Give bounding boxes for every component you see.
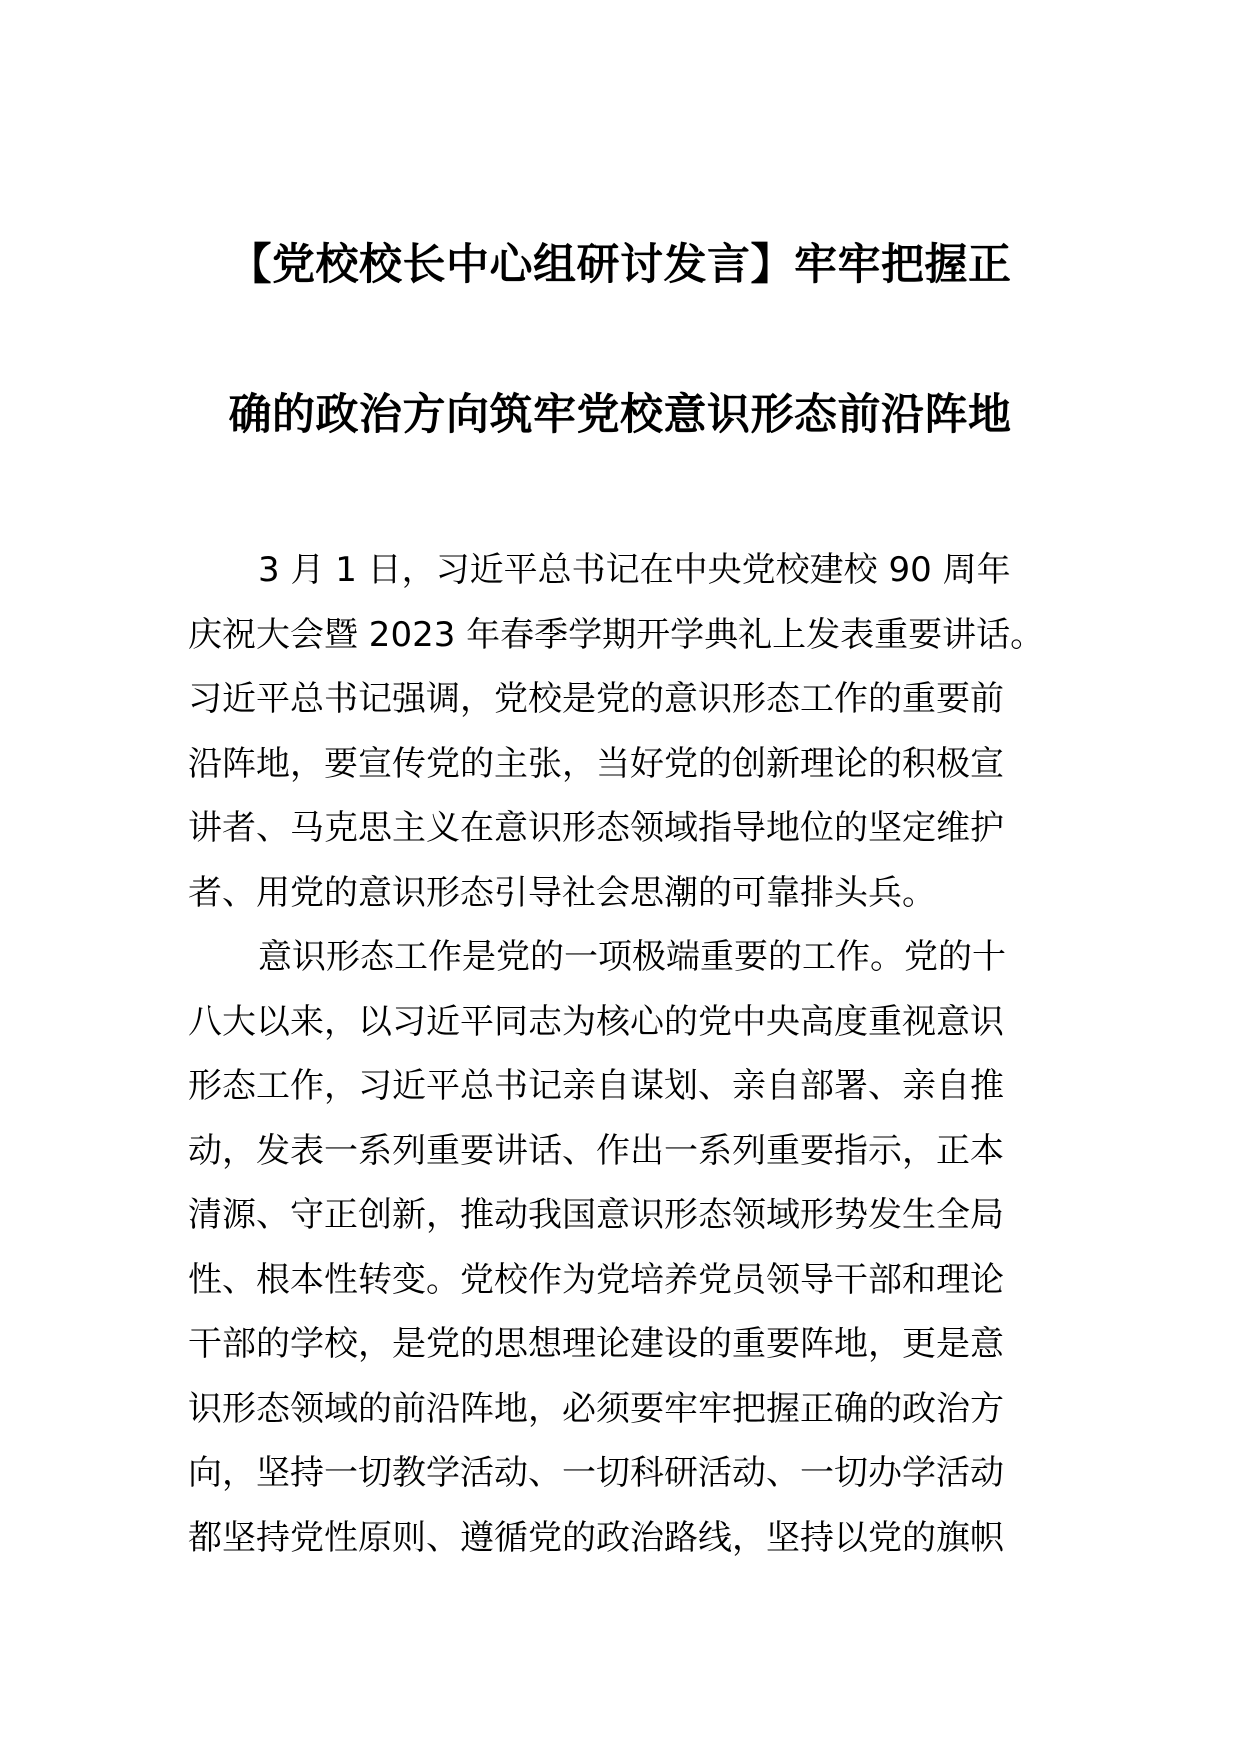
paragraph-line: 者、用党的意识形态引导社会思潮的可靠排头兵。 bbox=[188, 872, 936, 913]
paragraph-line: 性、根本性转变。党校作为党培养党员领导干部和理论 bbox=[188, 1259, 1004, 1300]
paragraph-line: 3 月 1 日，习近平总书记在中央党校建校 90 周年 bbox=[258, 550, 1011, 590]
paragraph-line: 都坚持党性原则、遵循党的政治路线，坚持以党的旗帜 bbox=[188, 1517, 1004, 1558]
paragraph-2 bbox=[188, 925, 1058, 1570]
document-body bbox=[188, 538, 1058, 1570]
paragraph-line: 庆祝大会暨 2023 年春季学期开学典礼上发表重要讲话。 bbox=[188, 614, 1045, 655]
paragraph-line: 识形态领域的前沿阵地，必须要牢牢把握正确的政治方 bbox=[188, 1388, 1004, 1429]
paragraph-line: 沿阵地，要宣传党的主张，当好党的创新理论的积极宣 bbox=[188, 743, 1004, 784]
paragraph-line: 动，发表一系列重要讲话、作出一系列重要指示，正本 bbox=[188, 1130, 1004, 1171]
title-line: 确的政治方向筑牢党校意识形态前沿阵地 bbox=[228, 390, 1012, 440]
document-title bbox=[150, 190, 1090, 490]
paragraph-line: 清源、守正创新，推动我国意识形态领域形势发生全局 bbox=[188, 1195, 1004, 1235]
title-line: 【党校校长中心组研讨发言】牢牢把握正 bbox=[228, 240, 1012, 290]
paragraph-line: 向，坚持一切教学活动、一切科研活动、一切办学活动 bbox=[188, 1453, 1004, 1493]
paragraph-line: 八大以来，以习近平同志为核心的党中央高度重视意识 bbox=[188, 1001, 1004, 1042]
paragraph-line: 干部的学校，是党的思想理论建设的重要阵地，更是意 bbox=[188, 1324, 1004, 1364]
paragraph-line: 讲者、马克思主义在意识形态领域指导地位的坚定维护 bbox=[188, 808, 1004, 848]
paragraph-line: 习近平总书记强调，党校是党的意识形态工作的重要前 bbox=[188, 679, 1004, 719]
paragraph-line: 形态工作，习近平总书记亲自谋划、亲自部署、亲自推 bbox=[188, 1066, 1004, 1106]
paragraph-line: 意识形态工作是党的一项极端重要的工作。党的十 bbox=[258, 937, 1006, 977]
paragraph-1 bbox=[188, 538, 1058, 925]
